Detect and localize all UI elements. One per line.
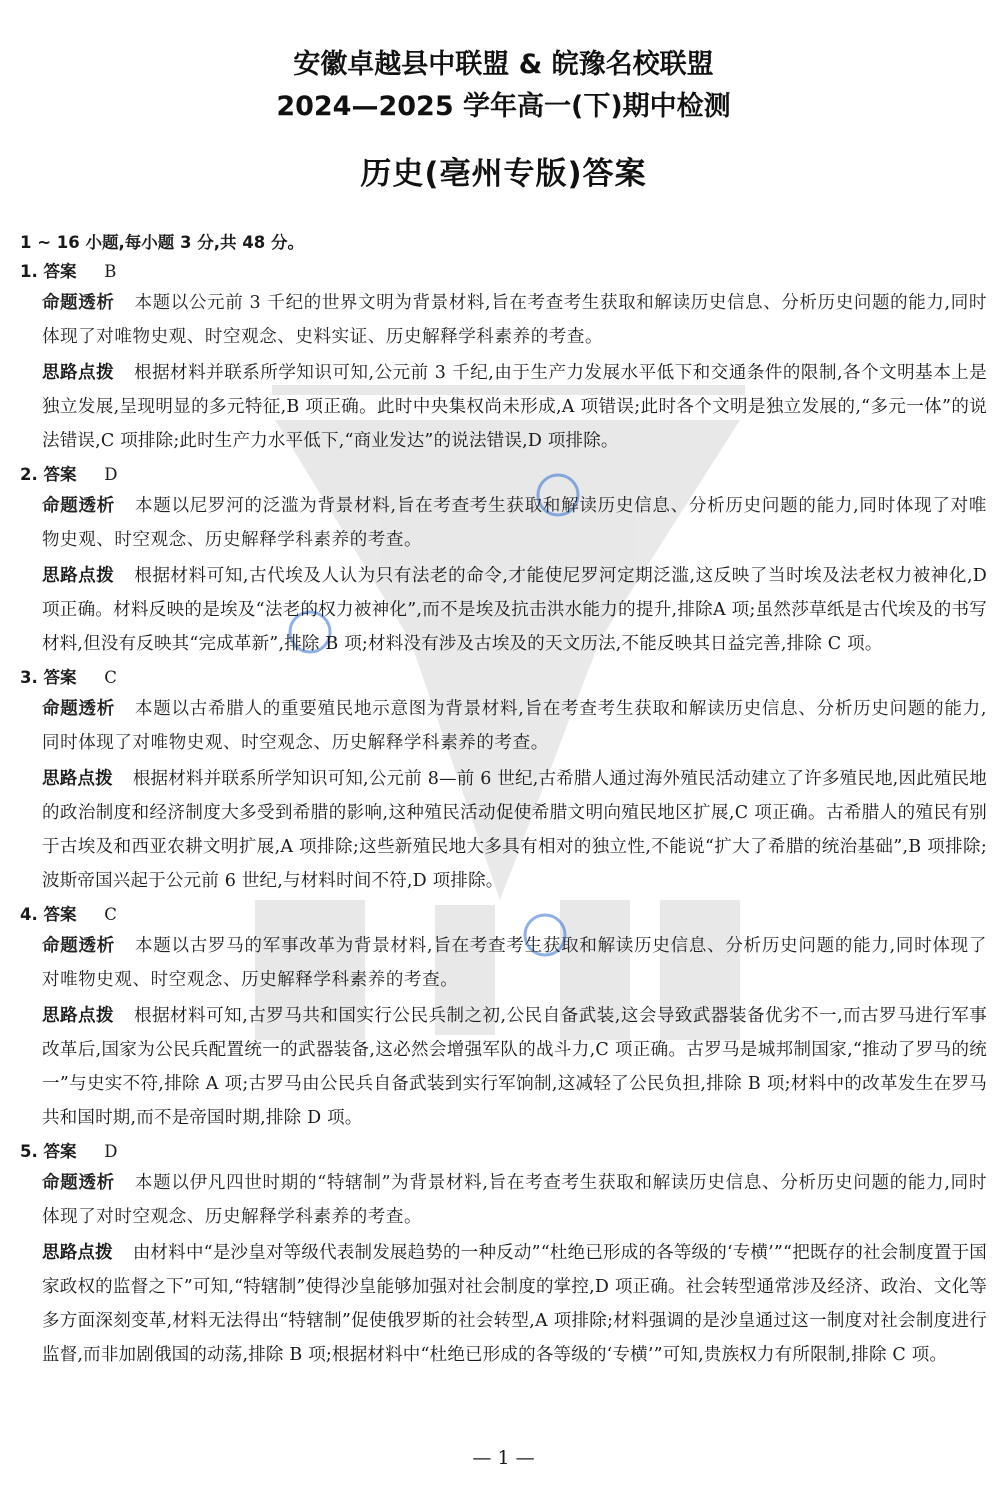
approach-label: 思路点拨 <box>42 1006 115 1026</box>
answer-value: D <box>104 1142 118 1161</box>
approach-text: 由材料中“是沙皇对等级代表制发展趋势的一种反动”“杜绝已形成的各等级的‘专横’”“把既存的社会制度置于国家政权的监督之下”可知,“特辖制”使得沙皇能够加强对社会制度的掌控,D 项正确。社会转型通常涉及经济、政治、文化等多方面深刻变革,材料无法得出“特辖制”促使俄罗斯的社会转型,A 项排除;材料强调的是沙皇通过这一制度对社会制度进行监督,而非加剧俄国的动荡,排除 B 项;根据材料中“杜绝已形成的各等级的‘专横’”可知,贵族权力有所限制,排除 C 项。 <box>42 1243 987 1365</box>
answer-label: 答案 <box>43 668 77 687</box>
question-number: 2. <box>20 465 38 484</box>
exam-term-title: 2024—2025 学年高一(下)期中检测 <box>276 91 731 122</box>
question-number: 5. <box>20 1142 38 1161</box>
subject-title: 历史(亳州专版)答案 <box>360 156 647 192</box>
analysis-label: 命题透析 <box>42 699 116 719</box>
analysis-label: 命题透析 <box>42 1173 115 1193</box>
page-number: — 1 — <box>472 1447 535 1469</box>
question-number: 4. <box>20 905 38 924</box>
question-block-5 <box>20 1138 987 1372</box>
question-block-2 <box>20 461 987 661</box>
analysis-paragraph <box>42 692 987 760</box>
analysis-label: 命题透析 <box>42 293 115 313</box>
question-block-3 <box>20 664 987 898</box>
analysis-text: 本题以尼罗河的泛滥为背景材料,旨在考查考生获取和解读历史信息、分析历史问题的能力,同时体现了对唯物史观、时空观念、历史解释学科素养的考查。 <box>42 496 988 550</box>
answer-label: 答案 <box>43 905 77 924</box>
answer-value: C <box>104 668 117 687</box>
analysis-paragraph <box>42 286 987 354</box>
question-block-1 <box>20 258 987 458</box>
approach-label: 思路点拨 <box>42 566 115 586</box>
approach-text: 根据材料并联系所学知识可知,公元前 8—前 6 世纪,古希腊人通过海外殖民活动建立了许多殖民地,因此殖民地的政治制度和经济制度大多受到希腊的影响,这种殖民活动促使希腊文明向殖民地区扩展,C 项正确。古希腊人的殖民有别于古埃及和西亚农耕文明扩展,A 项排除;这些新殖民地大多具有相对的独立性,不能说“扩大了希腊的统治基础”,B 项排除;波斯帝国兴起于公元前 6 世纪,与材料时间不符,D 项排除。 <box>42 769 987 891</box>
approach-text: 根据材料并联系所学知识可知,公元前 3 千纪,由于生产力发展水平低下和交通条件的限制,各个文明基本上是独立发展,呈现明显的多元特征,B 项正确。此时中央集权尚未形成,A 项错误;此时各个文明是独立发展的,“多元一体”的说法错误,C 项排除;此时生产力水平低下,“商业发达”的说法错误,D 项排除。 <box>42 363 987 451</box>
question-block-4 <box>20 901 987 1135</box>
exam-union-title: 安徽卓越县中联盟 & 皖豫名校联盟 <box>293 49 714 80</box>
analysis-text: 本题以公元前 3 千纪的世界文明为背景材料,旨在考查考生获取和解读历史信息、分析历史问题的能力,同时体现了对唯物史观、时空观念、史料实证、历史解释学科素养的考查。 <box>42 293 987 347</box>
question-header <box>20 664 987 692</box>
analysis-label: 命题透析 <box>42 936 116 956</box>
analysis-text: 本题以古希腊人的重要殖民地示意图为背景材料,旨在考查考生获取和解读历史信息、分析历史问题的能力,同时体现了对唯物史观、时空观念、历史解释学科素养的考查。 <box>42 699 988 753</box>
answer-label: 答案 <box>43 1142 77 1161</box>
analysis-paragraph <box>42 489 987 557</box>
question-header <box>20 1138 987 1166</box>
approach-paragraph <box>42 999 987 1135</box>
approach-label: 思路点拨 <box>42 1243 113 1263</box>
approach-paragraph <box>42 1236 987 1372</box>
analysis-text: 本题以伊凡四世时期的“特辖制”为背景材料,旨在考查考生获取和解读历史信息、分析历史问题的能力,同时体现了对时空观念、历史解释学科素养的考查。 <box>42 1173 987 1227</box>
analysis-paragraph <box>42 1166 987 1234</box>
approach-label: 思路点拨 <box>42 363 115 383</box>
answer-value: D <box>104 465 118 484</box>
answer-label: 答案 <box>43 465 77 484</box>
approach-text: 根据材料可知,古罗马共和国实行公民兵制之初,公民自备武装,这会导致武器装备优劣不一,而古罗马进行军事改革后,国家为公民兵配置统一的武器装备,这必然会增强军队的战斗力,C 项正确。古罗马是城邦制国家,“推动了罗马的统一”与史实不符,排除 A 项;古罗马由公民兵自备武装到实行军饷制,这减轻了公民负担,排除 B 项;材料中的改革发生在罗马共和国时期,而不是帝国时期,排除 D 项。 <box>42 1006 987 1128</box>
approach-label: 思路点拨 <box>42 769 113 789</box>
answer-label: 答案 <box>43 262 77 281</box>
answer-value: C <box>104 905 117 924</box>
analysis-text: 本题以古罗马的军事改革为背景材料,旨在考查考生获取和解读历史信息、分析历史问题的能力,同时体现了对唯物史观、时空观念、历史解释学科素养的考查。 <box>42 936 988 990</box>
approach-paragraph <box>42 559 987 661</box>
approach-paragraph <box>42 356 987 458</box>
analysis-label: 命题透析 <box>42 496 116 516</box>
question-header <box>20 461 987 489</box>
question-number: 3. <box>20 668 38 687</box>
approach-text: 根据材料可知,古代埃及人认为只有法老的命令,才能使尼罗河定期泛滥,这反映了当时埃及法老权力被神化,D 项正确。材料反映的是埃及“法老的权力被神化”,而不是埃及抗击洪水能力的提升,排除A 项;虽然莎草纸是古代埃及的书写材料,但没有反映其“完成革新”,排除 B 项;材料没有涉及古埃及的天文历法,不能反映其日益完善,排除 C 项。 <box>42 566 987 654</box>
answer-list <box>20 258 987 1375</box>
question-header <box>20 258 987 286</box>
analysis-paragraph <box>42 929 987 997</box>
approach-paragraph <box>42 762 987 898</box>
scoring-intro: 1 ~ 16 小题,每小题 3 分,共 48 分。 <box>20 233 304 252</box>
question-number: 1. <box>20 262 38 281</box>
question-header <box>20 901 987 929</box>
answer-value: B <box>104 262 117 281</box>
